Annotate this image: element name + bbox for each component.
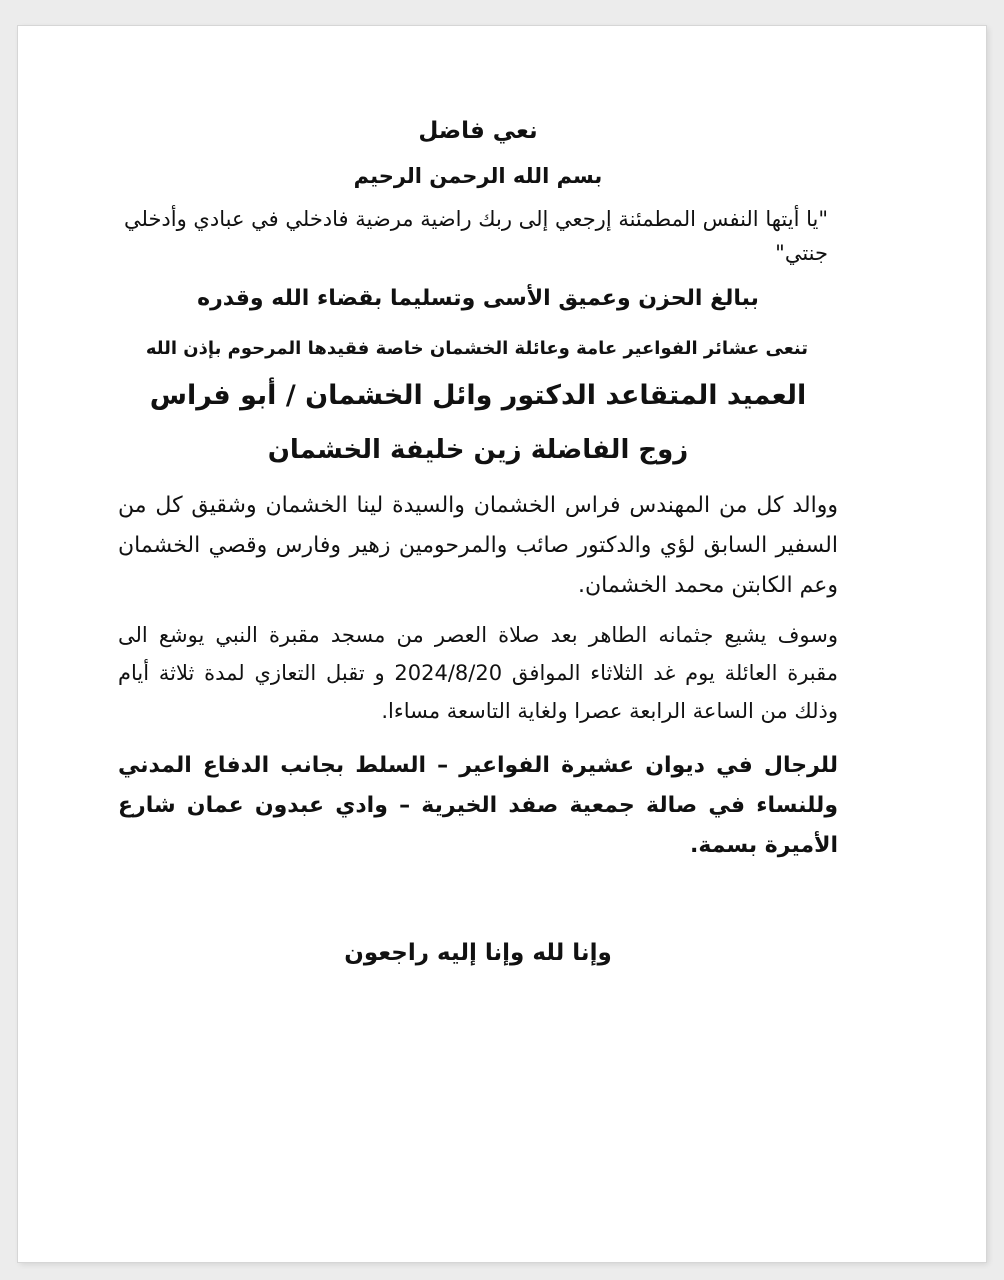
mourning-announcement: تنعى عشائر الفواعير عامة وعائلة الخشمان خاصة فقيدها المرحوم بإذن الله (145, 338, 808, 359)
document-page (18, 26, 986, 1262)
closing-line: وإنا لله وإنا إليه راجعون (344, 940, 612, 966)
notice-title: نعي فاضل (418, 118, 538, 144)
quranic-verse: "يا أيتها النفس المطمئنة إرجعي إلى ربك راضية مرضية فادخلي في عبادي وأدخلي جنتي" (123, 207, 828, 265)
deceased-name: العميد المتقاعد الدكتور وائل الخشمان / أبو فراس (149, 380, 807, 411)
funeral-paragraph: وسوف يشيع جثمانه الطاهر بعد صلاة العصر من مسجد مقبرة النبي يوشع الى مقبرة العائلة يوم غد الثلاثاء الموافق 2024/8/20 و تقبل التعازي لمدة ثلاثة أيام وذلك من الساعة الرابعة عصرا ولغاية التاسعة مساءا. (118, 623, 838, 723)
condolence-locations: للرجال في ديوان عشيرة الفواعير – السلط بجانب الدفاع المدني وللنساء في صالة جمعية صفد الخيرية – وادي عبدون عمان شارع الأميرة بسمة. (118, 753, 838, 858)
spouse-line: زوج الفاضلة زين خليفة الخشمان (267, 435, 689, 465)
grief-line: ببالغ الحزن وعميق الأسى وتسليما بقضاء الله وقدره (197, 286, 759, 311)
basmala-line: بسم الله الرحمن الرحيم (353, 164, 603, 188)
obituary-notice (118, 114, 838, 970)
family-paragraph: ووالد كل من المهندس فراس الخشمان والسيدة لينا الخشمان وشقيق كل من السفير السابق لؤي والدكتور صائب والمرحومين زهير وفارس وقصي الخشمان وعم الكابتن محمد الخشمان. (118, 493, 838, 598)
